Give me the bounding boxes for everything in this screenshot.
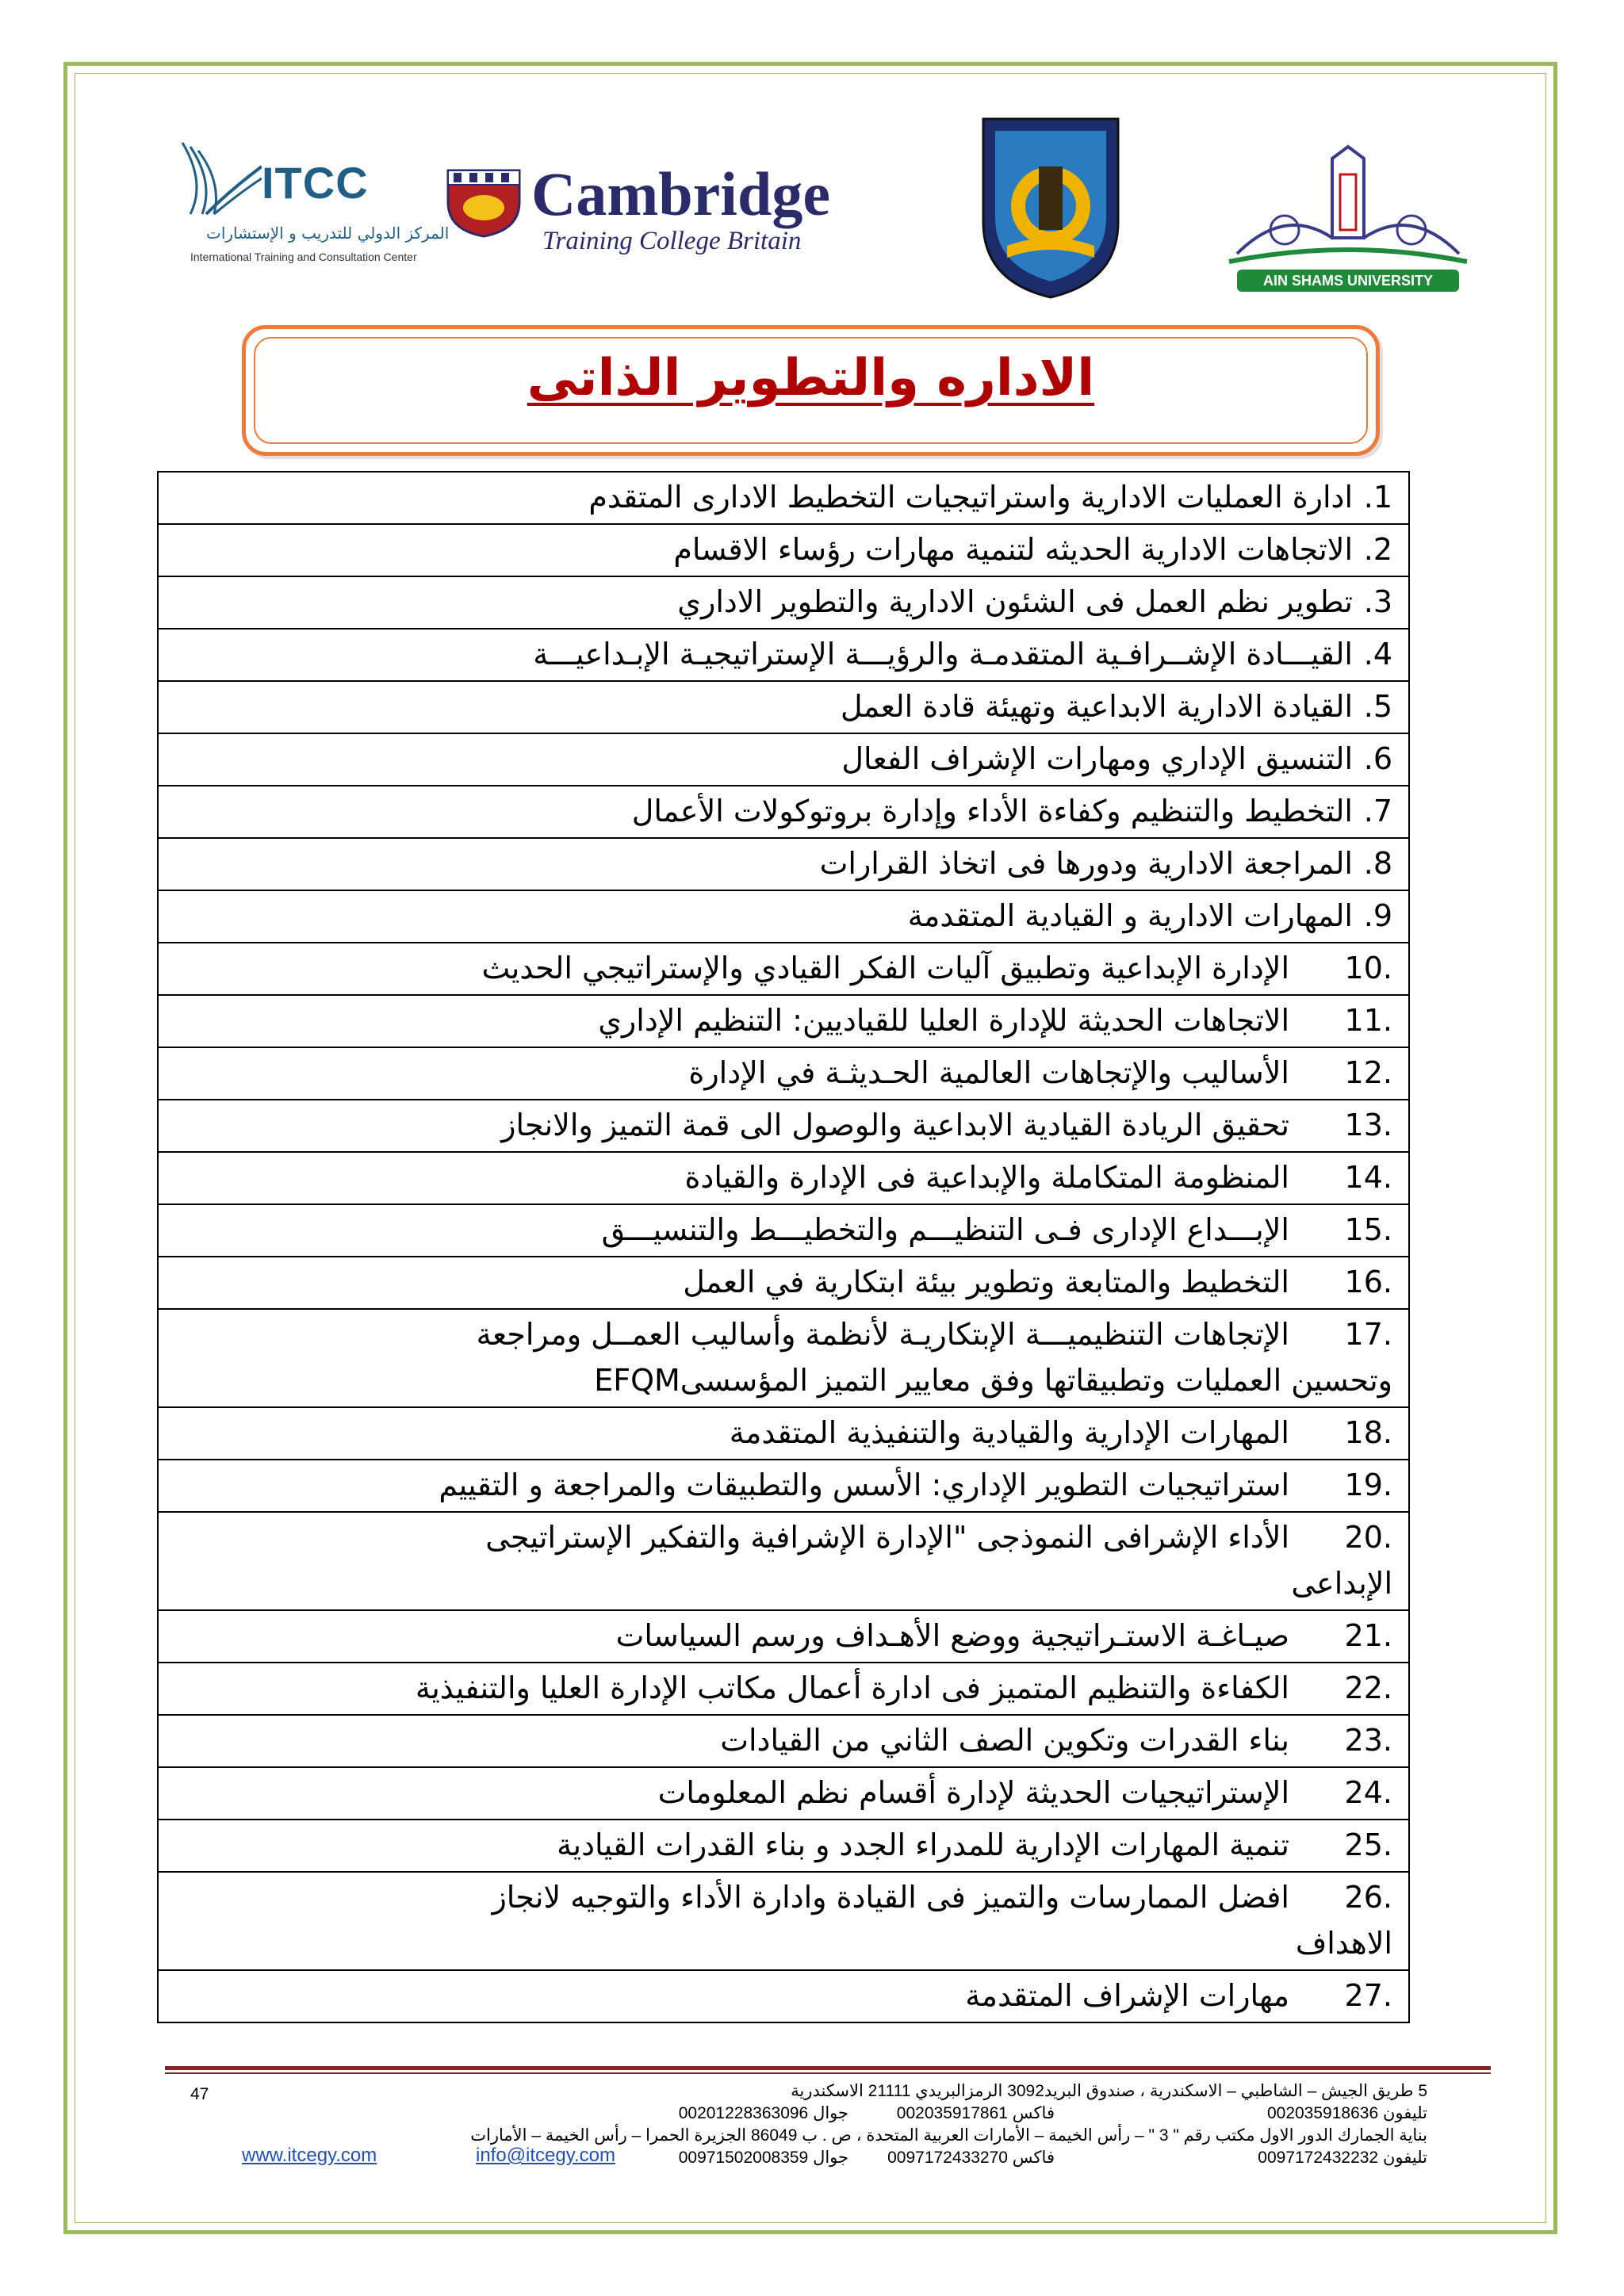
course-row	[158, 943, 1409, 995]
itcc-wordmark: ITCC	[262, 158, 369, 208]
course-title: الإتجاهات التنظيميـــة الإبتكاريـة لأنظمة وأساليب العمــل ومراجعة	[476, 1317, 1289, 1352]
course-number: .19	[1344, 1468, 1392, 1502]
course-number: .15	[1344, 1212, 1392, 1247]
cambridge-shield-icon	[444, 166, 523, 238]
course-row	[158, 1872, 1409, 1970]
itcc-english-name: International Training and Consultation Center	[190, 251, 417, 263]
course-cell	[158, 786, 1409, 838]
course-cell	[158, 629, 1409, 681]
course-cell	[158, 1663, 1409, 1715]
course-row	[158, 1610, 1409, 1663]
footer-divider	[165, 2066, 1491, 2070]
course-cell	[158, 1872, 1409, 1970]
course-number: .22	[1344, 1670, 1392, 1705]
course-row	[158, 1204, 1409, 1257]
itcc-swoosh-icon	[174, 135, 262, 222]
course-title: الاتجاهات الادارية الحديثه لتنمية مهارات رؤساء الاقسام	[673, 532, 1353, 567]
course-cell	[158, 681, 1409, 733]
course-title: المراجعة الادارية ودورها فى اتخاذ القرارات	[819, 846, 1353, 881]
course-title: الأساليب والإتجاهات العالمية الحـديثـة في الإدارة	[688, 1055, 1289, 1090]
course-cell	[158, 1257, 1409, 1309]
course-number: .24	[1344, 1775, 1392, 1810]
course-row	[158, 1257, 1409, 1309]
course-title: تنمية المهارات الإدارية للمدراء الجدد و بناء القدرات القيادية	[557, 1827, 1289, 1862]
course-title: استراتيجيات التطوير الإداري: الأسس والتطبيقات والمراجعة و التقييم	[439, 1468, 1289, 1502]
course-row	[158, 576, 1409, 629]
course-cell	[158, 943, 1409, 995]
course-cell	[158, 1204, 1409, 1257]
course-number: .20	[1344, 1520, 1392, 1555]
course-number: 5.	[1363, 689, 1392, 724]
course-cell	[158, 733, 1409, 786]
course-title: التنسيق الإداري ومهارات الإشراف الفعال	[841, 741, 1353, 776]
course-row	[158, 1663, 1409, 1715]
footer-uae-fax: فاكس 0097172433270	[887, 2149, 1055, 2167]
course-cell	[158, 1512, 1409, 1610]
course-cell	[158, 1460, 1409, 1512]
course-title: المهارات الادارية و القيادية المتقدمة	[907, 898, 1353, 933]
footer-uae-mobile: جوال 00971502008359	[678, 2149, 848, 2167]
course-title: الاتجاهات الحديثة للإدارة العليا للقياديين: التنظيم الإداري	[598, 1003, 1289, 1038]
course-number: 1.	[1363, 480, 1392, 515]
course-cell	[158, 472, 1409, 524]
course-number: .21	[1344, 1618, 1392, 1653]
course-number: .13	[1344, 1108, 1392, 1142]
footer-uae-tel: تليفون 0097172432232	[1258, 2149, 1427, 2167]
course-number: 9.	[1363, 898, 1392, 933]
course-row	[158, 890, 1409, 943]
course-cell	[158, 1309, 1409, 1407]
cambridge-logo	[444, 159, 856, 262]
course-title: تطوير نظم العمل فى الشئون الادارية والتطوير الاداري	[677, 584, 1353, 619]
course-number: 3.	[1363, 584, 1392, 619]
course-number: .14	[1344, 1160, 1392, 1195]
course-title: ادارة العمليات الادارية واستراتيجيات التخطيط الادارى المتقدم	[588, 480, 1353, 515]
course-number: .25	[1344, 1827, 1392, 1862]
course-number: .17	[1344, 1317, 1392, 1352]
course-number: .27	[1344, 1978, 1392, 2013]
course-title: القيـــادة الإشــرافـية المتقدمـة والرؤيـــة الإستراتيجيـة الإبـداعيـــة	[533, 637, 1353, 672]
course-cell	[158, 1047, 1409, 1100]
course-number: 2.	[1363, 532, 1392, 567]
course-number: .26	[1344, 1880, 1392, 1915]
ain-shams-logo	[1221, 143, 1475, 301]
course-cell	[158, 1100, 1409, 1152]
course-title-continuation: وتحسين العمليات وتطبيقاتها وفق معايير التميز المؤسسىEFQM	[594, 1363, 1392, 1398]
course-list-table	[157, 471, 1410, 2023]
footer-divider-thin	[165, 2072, 1491, 2074]
cambridge-subtitle: Training College Britain	[542, 227, 802, 255]
course-cell	[158, 890, 1409, 943]
course-row	[158, 1512, 1409, 1610]
course-cell	[158, 1820, 1409, 1872]
course-number: 8.	[1363, 846, 1392, 881]
course-row	[158, 1152, 1409, 1204]
course-row	[158, 1100, 1409, 1152]
course-cell	[158, 576, 1409, 629]
course-number: 4.	[1363, 637, 1392, 672]
course-title: الكفاءة والتنظيم المتميز فى ادارة أعمال مكاتب الإدارة العليا والتنفيذية	[415, 1670, 1289, 1705]
itcc-logo	[174, 135, 450, 270]
course-row	[158, 1970, 1409, 2022]
course-title: المهارات الإدارية والقيادية والتنفيذية المتقدمة	[729, 1415, 1289, 1450]
course-title: المنظومة المتكاملة والإبداعية فى الإدارة والقيادة	[684, 1160, 1289, 1195]
course-title: الإبـــداع الإدارى فـى التنظيـــم والتخطيـــط والتنسيـــق	[601, 1212, 1289, 1247]
course-row	[158, 1309, 1409, 1407]
course-number: .10	[1344, 951, 1392, 985]
footer-email-link[interactable]: info@itcegy.com	[476, 2145, 615, 2166]
course-title: التخطيط والمتابعة وتطوير بيئة ابتكارية في العمل	[683, 1265, 1289, 1299]
course-title: تحقيق الريادة القيادية الابداعية والوصول الى قمة التميز والانجاز	[501, 1108, 1289, 1142]
course-cell	[158, 1152, 1409, 1204]
course-number: 6.	[1363, 741, 1392, 776]
university-emblem-logo	[975, 111, 1126, 301]
course-number: .16	[1344, 1265, 1392, 1299]
course-number: .11	[1344, 1003, 1392, 1038]
footer-egypt-fax: فاكس 002035917861	[896, 2104, 1055, 2122]
course-cell	[158, 1610, 1409, 1663]
course-number: .12	[1344, 1055, 1392, 1090]
course-title-continuation: الاهداف	[1295, 1926, 1392, 1961]
course-row	[158, 472, 1409, 524]
page-title: الاداره والتطوير الذاتى	[527, 349, 1095, 408]
footer-website-link[interactable]: www.itcegy.com	[242, 2145, 377, 2166]
course-title: التخطيط والتنظيم وكفاءة الأداء وإدارة بروتوكولات الأعمال	[631, 794, 1353, 828]
course-cell	[158, 995, 1409, 1047]
course-title: صيـاغـة الاستـراتيجية ووضع الأهـداف ورسم السياسات	[615, 1618, 1289, 1653]
itcc-arabic-name: المركز الدولي للتدريب و الإستشارات	[206, 224, 450, 243]
course-row	[158, 1047, 1409, 1100]
ain-shams-name: AIN SHAMS UNIVERSITY	[1262, 273, 1434, 289]
course-row	[158, 838, 1409, 890]
course-title: الأداء الإشرافى النموذجى "الإدارة الإشرافية والتفكير الإستراتيجى	[485, 1520, 1289, 1555]
course-title: مهارات الإشراف المتقدمة	[965, 1978, 1289, 2013]
course-row	[158, 681, 1409, 733]
course-row	[158, 1767, 1409, 1820]
course-cell	[158, 1970, 1409, 2022]
course-cell	[158, 838, 1409, 890]
footer-address-uae: بناية الجمارك الدور الاول مكتب رقم " 3 " – رأس الخيمة – الأمارات العربية المتحدة ، ص . ب 86049 الجزيرة الحمرا – رأس الخيمة – الأمارات	[470, 2126, 1427, 2145]
cambridge-wordmark: Cambridge	[531, 159, 830, 228]
footer-egypt-tel: تليفون 002035918636	[1266, 2104, 1427, 2122]
course-number: .18	[1344, 1415, 1392, 1450]
course-number: 7.	[1363, 794, 1392, 828]
course-cell	[158, 1407, 1409, 1460]
course-cell	[158, 1715, 1409, 1767]
logo-bar	[159, 111, 1475, 301]
course-title-continuation: الإبداعى	[1291, 1566, 1392, 1601]
course-row	[158, 524, 1409, 576]
course-row	[158, 1820, 1409, 1872]
course-title: القيادة الادارية الابداعية وتهيئة قادة العمل	[841, 689, 1353, 724]
page-number: 47	[190, 2085, 209, 2103]
course-row	[158, 1407, 1409, 1460]
course-cell	[158, 524, 1409, 576]
footer-address-egypt: 5 طريق الجيش – الشاطبي – الاسكندرية ، صندوق البريد3092 الرمزالبريدي 21111 الاسكندرية	[791, 2082, 1427, 2100]
footer-egypt-mobile: جوال 00201228363096	[678, 2104, 848, 2122]
course-title: الإستراتيجيات الحديثة لإدارة أقسام نظم المعلومات	[657, 1775, 1289, 1810]
course-row	[158, 1460, 1409, 1512]
course-cell	[158, 1767, 1409, 1820]
course-title: بناء القدرات وتكوين الصف الثاني من القيادات	[720, 1723, 1289, 1758]
course-row	[158, 629, 1409, 681]
course-title: الإدارة الإبداعية وتطبيق آليات الفكر القيادي والإستراتيجي الحديث	[481, 951, 1289, 985]
university-shield-icon	[975, 111, 1126, 301]
course-row	[158, 786, 1409, 838]
course-row	[158, 733, 1409, 786]
course-number: .23	[1344, 1723, 1392, 1758]
course-row	[158, 1715, 1409, 1767]
course-row	[158, 995, 1409, 1047]
course-title: افضل الممارسات والتميز فى القيادة وادارة الأداء والتوجيه لانجاز	[492, 1880, 1289, 1915]
